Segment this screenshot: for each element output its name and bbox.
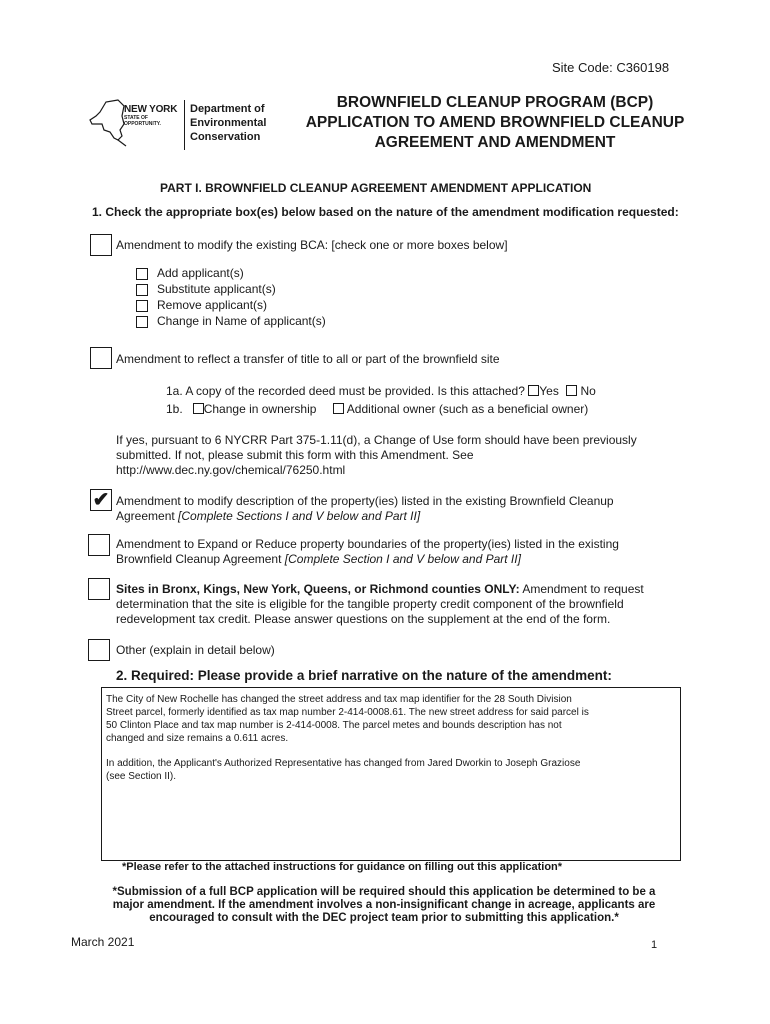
- nys-dec-logo: [88, 94, 288, 154]
- logo-divider: [184, 100, 185, 150]
- site-code: Site Code: C360198: [552, 60, 670, 75]
- footer-date: March 2021: [71, 935, 135, 949]
- deed-yes-checkbox[interactable]: [528, 385, 539, 396]
- question-1: 1. Check the appropriate box(es) below based on the nature of the amendment modification requested:: [92, 205, 679, 219]
- question-1a: 1a. A copy of the recorded deed must be provided. Is this attached? Yes No: [166, 384, 596, 398]
- page-number: 1: [651, 939, 658, 951]
- deed-yes-label: Yes: [539, 384, 559, 398]
- sites-nyc-checkbox[interactable]: [88, 578, 110, 600]
- other-checkbox[interactable]: [88, 639, 110, 661]
- deed-no-label: No: [580, 384, 596, 398]
- change-name-label: Change in Name of applicant(s): [157, 314, 326, 328]
- submission-note: *Submission of a full BCP application will be required should this application be determined to be a major amendment. If the amendment involves a non-insignificant change in acreage, applicants are encouraged to consult with the DEC project team prior to submitting this application.*: [112, 886, 656, 924]
- new-york-state-outline-icon: [88, 94, 128, 150]
- substitute-applicant-label: Substitute applicant(s): [157, 282, 276, 296]
- substitute-applicant-checkbox[interactable]: [136, 284, 148, 296]
- change-name-checkbox[interactable]: [136, 316, 148, 328]
- add-applicant-checkbox[interactable]: [136, 268, 148, 280]
- modify-description-checkbox[interactable]: [90, 489, 112, 511]
- change-of-use-note: If yes, pursuant to 6 NYCRR Part 375-1.11(d), a Change of Use form should have been previously submitted. If not, please submit this form with this Amendment. See http://www.dec.ny.gov/chemical/76250.html: [116, 433, 637, 477]
- question-1b: 1b. Change in ownership Additional owner (such as a beneficial owner): [166, 402, 589, 416]
- narrative-textarea[interactable]: [101, 687, 681, 861]
- add-applicant-label: Add applicant(s): [157, 266, 244, 280]
- logo-department-name: Department of Environmental Conservation: [190, 103, 267, 143]
- change-ownership-checkbox[interactable]: [193, 403, 204, 414]
- narrative-paragraph-1: The City of New Rochelle has changed the street address and tax map identifier for the 28 South Division Street parcel, formerly identified as tax map number 2-414-0008.61. The new street address for said parcel is 50 Clinton Place and tax map number is 2-414-0008. The parcel metes and bounds description has not changed and size remains a 0.611 acres.: [106, 694, 589, 744]
- sites-nyc-label: Sites in Bronx, Kings, New York, Queens, or Richmond counties ONLY: Amendment to request determination that the site is eligible for the tangible property credit component of the brownfield redevelopment tax credit. Please answer questions on the supplement at the end of the form.: [116, 582, 644, 626]
- narrative-title: 2. Required: Please provide a brief narrative on the nature of the amendment:: [116, 668, 612, 683]
- form-title: BROWNFIELD CLEANUP PROGRAM (BCP) APPLICATION TO AMEND BROWNFIELD CLEANUP AGREEMENT AND AMENDMENT: [305, 94, 685, 151]
- expand-reduce-checkbox[interactable]: [88, 534, 110, 556]
- remove-applicant-checkbox[interactable]: [136, 300, 148, 312]
- deed-no-checkbox[interactable]: [566, 385, 577, 396]
- change-ownership-label: Change in ownership: [203, 402, 317, 416]
- transfer-title-checkbox[interactable]: [90, 347, 112, 369]
- modify-bca-checkbox[interactable]: [90, 234, 112, 256]
- remove-applicant-label: Remove applicant(s): [157, 298, 268, 312]
- expand-reduce-label: Amendment to Expand or Reduce property boundaries of the property(ies) listed in the existing Brownfield Cleanup Agreement [Complete Section I and V below and Part II]: [116, 537, 619, 566]
- change-of-use-link[interactable]: http://www.dec.ny.gov/chemical/76250.html: [116, 463, 346, 477]
- narrative-paragraph-2: In addition, the Applicant's Authorized Representative has changed from Jared Dworkin to Joseph Graziose (see Section II).: [106, 758, 581, 782]
- part-title: PART I. BROWNFIELD CLEANUP AGREEMENT AMENDMENT APPLICATION: [160, 181, 592, 195]
- modify-description-label: Amendment to modify description of the property(ies) listed in the existing Brownfield Cleanup Agreement [Complete Sections I and V below and Part II]: [116, 494, 614, 523]
- other-label: Other (explain in detail below): [116, 643, 275, 657]
- logo-new-york-text: NEW YORK: [124, 104, 178, 115]
- additional-owner-checkbox[interactable]: [333, 403, 344, 414]
- logo-state-text: STATE OF OPPORTUNITY.: [124, 115, 161, 127]
- additional-owner-label: Additional owner (such as a beneficial owner): [346, 402, 589, 416]
- transfer-title-label: Amendment to reflect a transfer of title to all or part of the brownfield site: [116, 352, 500, 366]
- modify-bca-label: Amendment to modify the existing BCA: [check one or more boxes below]: [116, 238, 508, 252]
- checkmark-icon: ✔: [92, 489, 110, 511]
- refer-note: *Please refer to the attached instructions for guidance on filling out this application*: [122, 861, 563, 873]
